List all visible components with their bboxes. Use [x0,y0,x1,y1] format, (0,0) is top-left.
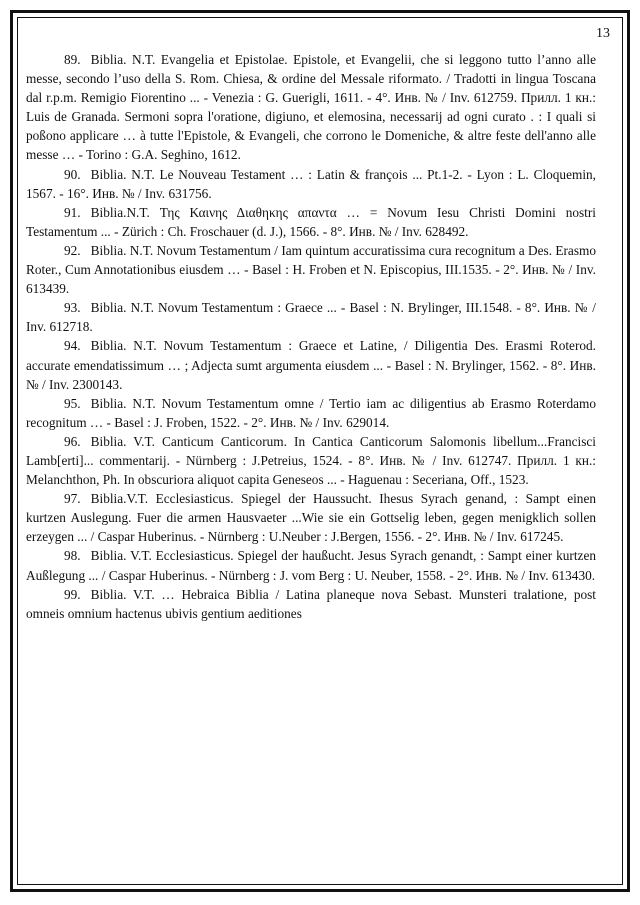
entry-text: Biblia.N.T. Της Καινης Διαθηκης απαντα … = Novum Iesu Christi Domini nostri Testamentum ... - Zürich : Ch. Froschauer (d. J.), 1566. - 8°. Инв. № / Inv. 628492. [26,204,596,239]
catalog-entry-97 [26,489,596,546]
entry-text: Biblia. N.T. Evangelia et Epistolae. Epistole, et Evangelii, che si leggono tutto l’anno alle messe, secondo l’uso della S. Rom. Chiesa, & ordine del Messale riformato. / Tradotti in lingua Toscana dal r.p.m. Remigio Fiorentino ... - Venezia : G. Guerigli, 1611. - 4°. Инв. № / Inv. 612759. Прилл. 1 кн.: Luis de Granada. Sermoni sopra l'oratione, digiuno, et elemosina, necessarij ad ogni curato . : I quali si poßono applicare … à tutte l'Epistole, & Evangeli, che corrono le Domeniche, & altre feste dell'anno alle messe … - Torino : G.A. Seghino, 1612. [26,52,596,163]
page-number: 13 [596,26,610,41]
entry-number: 95. [64,395,81,411]
entry-text: Biblia. N.T. Le Nouveau Testament … : Latin & françois ... Pt.1-2. - Lyon : L. Cloquemin, 1567. - 16°. Инв. № / Inv. 631756. [26,166,596,201]
catalog-entry-91 [26,203,596,241]
entry-text: Biblia. N.T. Novum Testamentum / Iam quintum accuratissima cura recognitum a Des. Erasmo Roter., Cum Annotationibus eiusdem … - Basel : H. Froben et N. Episcopius, III.1535. - 2°. Инв. № / Inv. 613439. [26,242,596,297]
entry-text: Biblia. V.T. … Hebraica Biblia / Latina planeque nova Sebast. Munsteri tralatione, post omneis omnium hactenus ubivis gentium aeditiones [26,586,596,621]
entry-number: 97. [64,491,81,507]
catalog-entry-94 [26,336,596,393]
catalog-entry-96 [26,432,596,489]
entry-text: Biblia. V.T. Ecclesiasticus. Spiegel der haußucht. Jesus Syrach genandt, : Sampt einer kurtzen Außlegung ... / Caspar Huberinus. - Nürnberg : J. vom Berg : U. Neuber, 1558. - 2°. Инв. № / Inv. 613430. [26,548,596,583]
entry-number: 90. [64,166,81,182]
entry-number: 93. [64,300,81,316]
entry-text: Biblia. N.T. Novum Testamentum : Graece ... - Basel : N. Brylinger, III.1548. - 8°. Инв. № / Inv. 612718. [26,300,596,335]
entry-number: 98. [64,548,81,564]
entry-number: 91. [64,204,81,220]
catalog-entries [26,50,596,623]
entry-text: Biblia.V.T. Ecclesiasticus. Spiegel der Haussucht. Ihesus Syrach genand, : Sampt einen kurtzen Auslegung. Fuer die armen Hausvaeter ...Wie sie ein Gottselig leben, gegen menigklich sollen erzeygen ... / Caspar Huberinus. - Nürnberg : U.Neuber : J.Bergen, 1556. - 2°. Инв. № / Inv. 617245. [26,491,596,545]
catalog-entry-89 [26,50,596,165]
catalog-entry-99 [26,585,596,623]
catalog-entry-98 [26,546,596,584]
catalog-entry-95 [26,394,596,432]
entry-number: 96. [64,433,81,449]
catalog-entry-90 [26,165,596,203]
catalog-entry-92 [26,241,596,298]
entry-text: Biblia. N.T. Novum Testamentum omne / Tertio iam ac diligentius ab Erasmo Roterdamo recognitum … - Basel : J. Froben, 1522. - 2°. Инв. № / Inv. 629014. [26,395,596,430]
entry-number: 94. [64,338,81,354]
entry-text: Biblia. N.T. Novum Testamentum : Graece et Latine, / Diligentia Des. Erasmi Roterod. accurate emendatissimum … ; Adjecta sumt argumenta eiusdem ... - Basel : N. Brylinger, 1562. - 8°. Инв. № / Inv. 2300143. [26,338,596,392]
catalog-entry-93 [26,298,596,336]
entry-number: 99. [64,586,81,602]
entry-number: 89. [64,52,81,67]
entry-text: Biblia. V.T. Canticum Canticorum. In Cantica Canticorum Salomonis libellum...Francisci Lamb[erti]... commentarij. - Nürnberg : J.Petreius, 1524. - 8°. Инв. № / Inv. 612747. Прилл. 1 кн.: Melanchthon, Ph. In obscuriora aliquot capita Geneseos ... - Haguenau : Seceriana, Off., 1523. [26,433,596,488]
entry-number: 92. [64,242,81,258]
